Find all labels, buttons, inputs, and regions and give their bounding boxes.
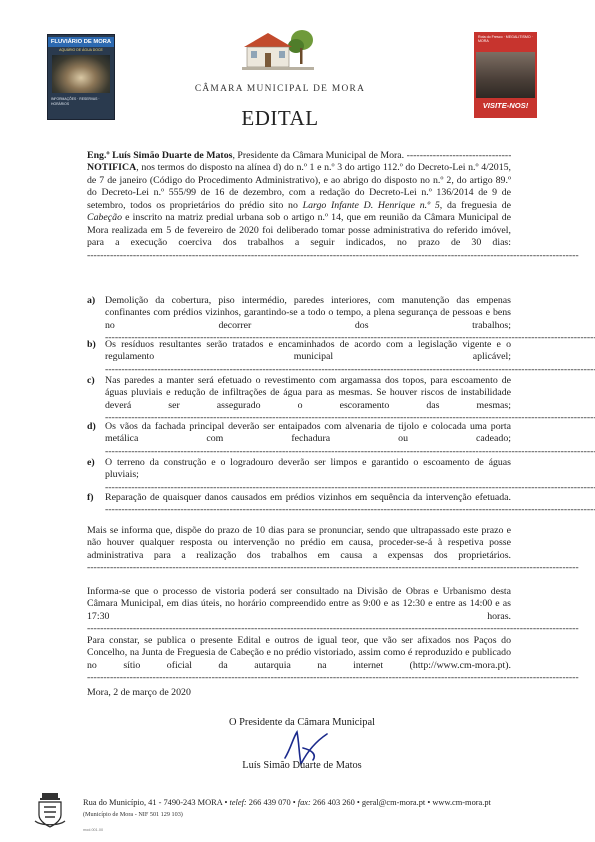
notifica-text-3: e inscrito na matriz predial urbana sob o artigo n.º 14, que em reunião da Câmara Municipal de Mora realizada em 5 de fevereiro de 2020 foi deliberado tomar posse administrativa do referido imóvel, para a execução coerciva dos trabalhos a seguir indicados, no prazo de 30 dias: xyxy=(87,212,511,249)
visit-us-label: VISITE-NOS! xyxy=(482,101,529,110)
response-period-text: Mais se informa que, dispõe do prazo de 10 dias para se pronunciar, sendo que ultrapassado este prazo e não houver qualquer resposta ou intervenção no prédio em causa, proceder-se-á à respetiva posse administrativa para a realização dos trabalhos em causa a expensas dos proprietários. xyxy=(87,525,511,561)
megalitismo-poster xyxy=(474,32,537,118)
inspection-text: Informa-se que o processo de vistoria poderá ser consultado na Divisão de Obras e Urbanismo desta Câmara Municipal, em dias úteis, no horário compreendido entre as 9:00 e as 12:30 e entre as 14:00 e as 17:30 horas. xyxy=(87,586,511,622)
list-marker: a) xyxy=(87,295,96,306)
publication-text: Para constar, se publica o presente Edital e outros de igual teor, que vão ser afixados nos Paços do Concelho, na Junta de Freguesia de Cabeção e no prédio vistoriado, assim como é reproduzido e publicado no sítio oficial da autarquia na internet (http://www.cm-mora.pt). xyxy=(87,635,511,671)
footer-phone-label: telef: xyxy=(229,798,247,807)
footer-contacts: Rua do Município, 41 - 7490-243 MORA • telef: 266 439 070 • fax: 266 403 260 • geral@cm-mora.pt • www.cm-mora.pt xyxy=(83,798,491,807)
list-item-text: Demolição da cobertura, piso intermédio, paredes interiores, com manutenção das empenas confinantes com prédios vizinhos, garantindo-se a todo o tempo, a plena segurança de pessoas e bens no decorrer dos trabalhos; xyxy=(105,295,511,331)
list-item-d xyxy=(87,421,511,458)
fluviario-poster-image xyxy=(52,55,110,93)
footer-email[interactable]: geral@cm-mora.pt xyxy=(361,798,426,807)
fluviario-poster-title: FLUVIÁRIO DE MORA xyxy=(48,37,114,47)
form-code: mod.001.00 xyxy=(83,828,104,832)
megalitismo-poster-header: Rota do Fresco · MEGALITISMO · MORA xyxy=(478,35,533,44)
publication-paragraph xyxy=(87,635,511,685)
signer-title: O Presidente da Câmara Municipal xyxy=(228,717,375,728)
footer-phone: 266 439 070 xyxy=(248,798,291,807)
notifica-keyword: NOTIFICA xyxy=(87,162,137,174)
notifica-text-2: , da freguesia de xyxy=(439,199,512,211)
inspection-paragraph xyxy=(87,586,511,636)
megalitismo-poster-image xyxy=(476,52,535,98)
fluviario-poster xyxy=(47,34,115,120)
list-item-e xyxy=(87,457,511,494)
list-item-text: Reparação de quaisquer danos causados em prédios vizinhos em sequência da intervenção efetuada. xyxy=(105,492,511,503)
municipal-building-logo-icon xyxy=(238,26,320,74)
issuer-role: , Presidente da Câmara Municipal de Mora. xyxy=(232,150,405,161)
footer-fax-label: fax: xyxy=(297,798,311,807)
signer-name: Luís Simão Duarte de Matos xyxy=(242,760,362,771)
property-location: Largo Infante D. Henrique n.º 5 xyxy=(302,199,440,211)
fluviario-poster-subtitle: AQUÁRIO DE ÁGUA DOCE xyxy=(59,48,103,52)
fluviario-poster-info: INFORMAÇÕES · RESERVAS · HORÁRIOS xyxy=(51,97,100,106)
footer-website[interactable]: www.cm-mora.pt xyxy=(432,798,491,807)
mora-coat-of-arms-icon xyxy=(33,793,67,829)
footer-fax: 266 403 260 xyxy=(312,798,355,807)
list-marker: f) xyxy=(87,492,94,503)
document-title: EDITAL xyxy=(241,106,319,130)
list-item-b xyxy=(87,339,511,376)
footer-tax-id: (Município de Mora - NIF 501 129 103) xyxy=(83,811,183,818)
organization-name: CÂMARA MUNICIPAL DE MORA xyxy=(194,84,366,94)
list-marker: c) xyxy=(87,375,95,386)
date-line: Mora, 2 de março de 2020 xyxy=(87,687,191,698)
intro-paragraph xyxy=(87,150,511,262)
notifica-text-1: , nos termos do disposto na alínea d) do n.º 1 e n.º 3 do artigo 112.º do Decreto-Lei n.º 4/2015, de 7 de janeiro (Código do Procedimento Administrativo), e ao abrigo do disposto no n.º 2, do artigo 89.º do Decreto-Lei n.º 555/99 de 16 de dezembro, com a redação do Decreto-Lei n.º 136/2014 de 9 de setembro, todos os proprietários do prédio sito no xyxy=(87,162,511,211)
list-marker: b) xyxy=(87,339,96,350)
response-period-paragraph xyxy=(87,525,511,575)
list-item-text: Nas paredes a manter será efetuado o revestimento com argamassa dos topos, para escoamento de águas pluviais e redução de infiltrações de água para as mesmas. Se houver riscos de instabilidade deverá ser assegurado o escoramento das mesmas; xyxy=(105,375,511,411)
parish-name: Cabeção xyxy=(87,212,122,224)
list-item-c xyxy=(87,375,511,425)
list-item-a xyxy=(87,295,511,345)
list-item-text: Os vãos da fachada principal deverão ser entaipados com alvenaria de tijolo e colocada uma porta metálica com fechadura ou cadeado; xyxy=(105,421,511,445)
footer-address: Rua do Município, 41 - 7490-243 MORA xyxy=(83,798,223,807)
list-item-text: Os resíduos resultantes serão tratados e encaminhados de acordo com a legislação vigente e o regulamento municipal aplicável; xyxy=(105,339,511,363)
list-marker: e) xyxy=(87,457,95,468)
list-item-text: O terreno da construção e o logradouro deverão ser limpos e garantido o escoamento de águas pluviais; xyxy=(105,457,511,481)
list-item-f xyxy=(87,492,511,517)
list-marker: d) xyxy=(87,421,96,432)
issuer-name: Eng.º Luís Simão Duarte de Matos xyxy=(87,150,233,161)
